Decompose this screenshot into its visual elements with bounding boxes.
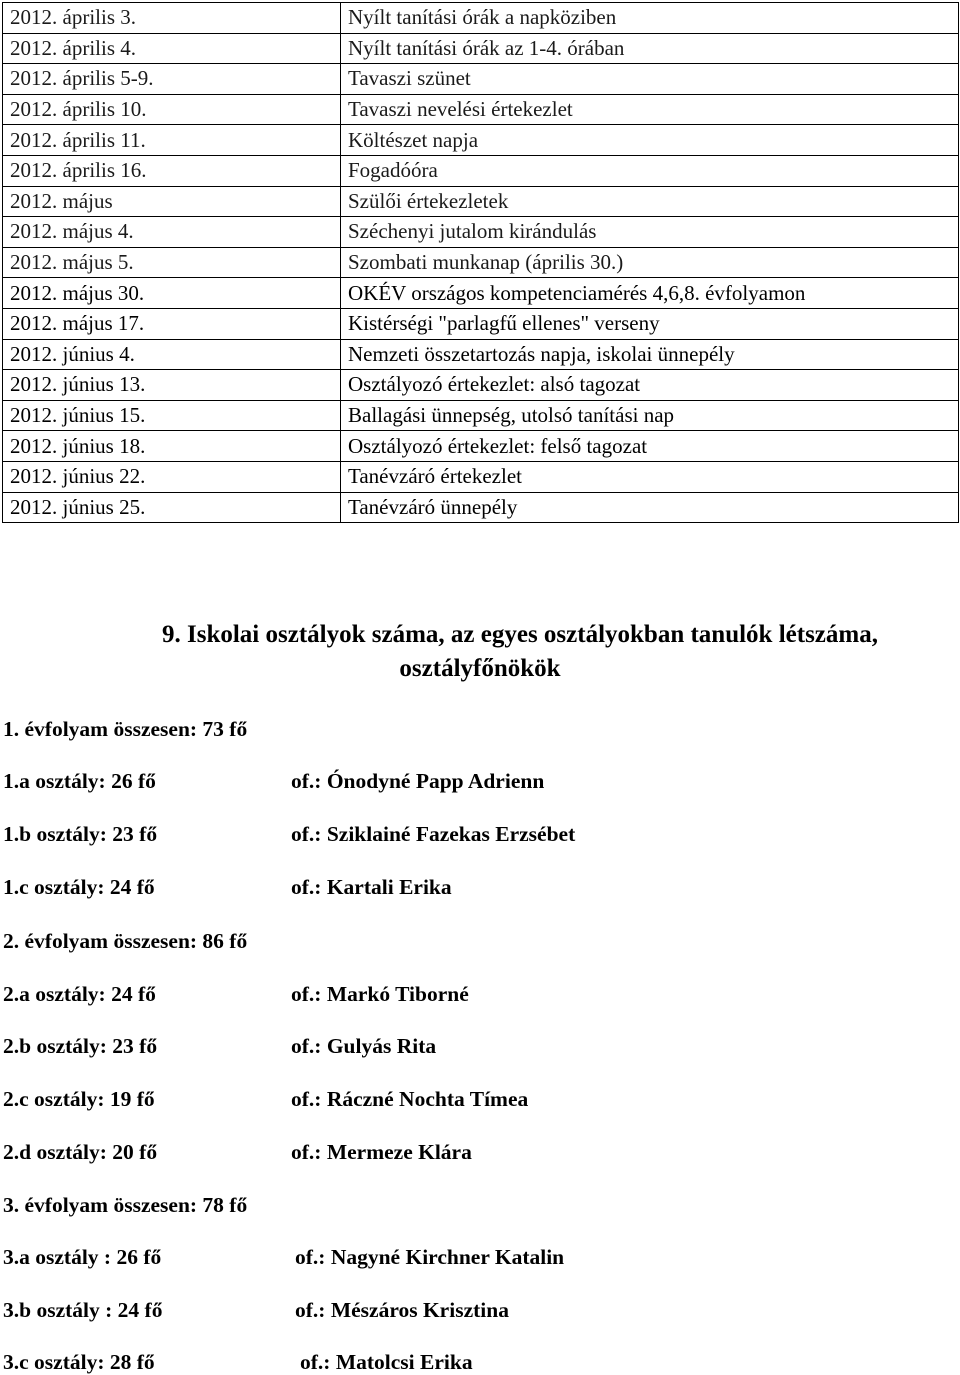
event-date: 2012. április 10.: [3, 94, 341, 125]
table-row: [3, 461, 959, 492]
class-name: 2.a osztály: 24 fő: [3, 982, 156, 1006]
event-date: 2012. május 17.: [3, 308, 341, 339]
table-row: [3, 400, 959, 431]
event-date: 2012. április 5-9.: [3, 64, 341, 95]
class-name: 1.a osztály: 26 fő: [3, 769, 156, 793]
table-row: [3, 247, 959, 278]
class-teacher: of.: Kartali Erika: [291, 875, 452, 899]
event-description: Nemzeti összetartozás napja, iskolai ünnepély: [341, 339, 959, 370]
class-name: 2.c osztály: 19 fő: [3, 1087, 155, 1111]
class-teacher: of.: Mermeze Klára: [291, 1140, 472, 1164]
event-description: Tavaszi nevelési értekezlet: [341, 94, 959, 125]
class-name: 3.a osztály : 26 fő: [3, 1245, 162, 1269]
class-name: 2.b osztály: 23 fő: [3, 1034, 158, 1058]
table-row: [3, 186, 959, 217]
class-teacher: of.: Gulyás Rita: [291, 1034, 437, 1058]
event-date: 2012. május: [3, 186, 341, 217]
event-description: Széchenyi jutalom kirándulás: [341, 217, 959, 248]
class-teacher: of.: Mészáros Krisztina: [295, 1298, 509, 1322]
table-row: [3, 308, 959, 339]
class-teacher: of.: Matolcsi Erika: [300, 1350, 473, 1374]
event-description: Fogadóóra: [341, 155, 959, 186]
section-heading: [0, 618, 960, 686]
table-row: [3, 278, 959, 309]
event-date: 2012. június 13.: [3, 370, 341, 401]
class-name: 3.c osztály: 28 fő: [3, 1350, 155, 1374]
table-row: [3, 94, 959, 125]
table-row: [3, 431, 959, 462]
table-row: [3, 125, 959, 156]
section-heading-line-2: osztályfőnökök: [399, 655, 561, 682]
event-date: 2012. május 4.: [3, 217, 341, 248]
table-row: [3, 3, 959, 34]
event-date: 2012. június 15.: [3, 400, 341, 431]
event-description: Kistérségi "parlagfű ellenes" verseny: [341, 308, 959, 339]
event-description: Költészet napja: [341, 125, 959, 156]
event-description: Tanévzáró ünnepély: [341, 492, 959, 523]
class-name: 1.c osztály: 24 fő: [3, 875, 155, 899]
table-row: [3, 155, 959, 186]
grade-summary: 3. évfolyam összesen: 78 fő: [3, 1193, 248, 1217]
event-date: 2012. május 5.: [3, 247, 341, 278]
event-date: 2012. április 3.: [3, 3, 341, 34]
class-teacher: of.: Sziklainé Fazekas Erzsébet: [291, 822, 576, 846]
event-date: 2012. június 18.: [3, 431, 341, 462]
table-row: [3, 217, 959, 248]
section-heading-line-1: 9. Iskolai osztályok száma, az egyes osztályokban tanulók létszáma,: [162, 621, 878, 648]
class-name: 2.d osztály: 20 fő: [3, 1140, 158, 1164]
class-name: 1.b osztály: 23 fő: [3, 822, 158, 846]
table-row: [3, 64, 959, 95]
event-date: 2012. június 4.: [3, 339, 341, 370]
event-date: 2012. április 16.: [3, 155, 341, 186]
event-schedule-table: [2, 2, 959, 523]
event-description: OKÉV országos kompetenciamérés 4,6,8. évfolyamon: [341, 278, 959, 309]
event-date: 2012. június 25.: [3, 492, 341, 523]
table-row: [3, 339, 959, 370]
event-description: Szombati munkanap (április 30.): [341, 247, 959, 278]
table-row: [3, 370, 959, 401]
event-description: Tavaszi szünet: [341, 64, 959, 95]
class-name: 3.b osztály : 24 fő: [3, 1298, 163, 1322]
event-date: 2012. április 4.: [3, 33, 341, 64]
event-description: Nyílt tanítási órák az 1-4. órában: [341, 33, 959, 64]
event-description: Tanévzáró értekezlet: [341, 461, 959, 492]
class-teacher: of.: Nagyné Kirchner Katalin: [295, 1245, 565, 1269]
grade-summary: 1. évfolyam összesen: 73 fő: [3, 717, 248, 741]
event-description: Szülői értekezletek: [341, 186, 959, 217]
event-description: Ballagási ünnepség, utolsó tanítási nap: [341, 400, 959, 431]
event-description: Nyílt tanítási órák a napköziben: [341, 3, 959, 34]
event-date: 2012. május 30.: [3, 278, 341, 309]
grade-summary: 2. évfolyam összesen: 86 fő: [3, 929, 248, 953]
event-date: 2012. április 11.: [3, 125, 341, 156]
class-teacher: of.: Markó Tiborné: [291, 982, 469, 1006]
class-teacher: of.: Ónodyné Papp Adrienn: [291, 769, 545, 793]
event-description: Osztályozó értekezlet: alsó tagozat: [341, 370, 959, 401]
table-row: [3, 492, 959, 523]
class-teacher: of.: Ráczné Nochta Tímea: [291, 1087, 529, 1111]
table-row: [3, 33, 959, 64]
event-description: Osztályozó értekezlet: felső tagozat: [341, 431, 959, 462]
event-date: 2012. június 22.: [3, 461, 341, 492]
